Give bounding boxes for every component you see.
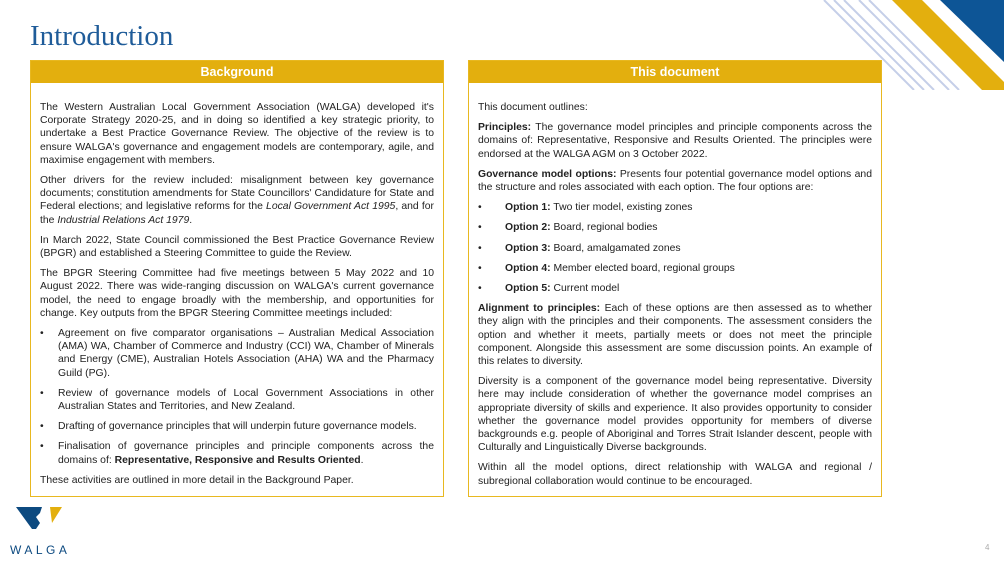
background-header: Background: [31, 61, 443, 83]
walga-logo: [10, 503, 70, 557]
paragraph: The Western Australian Local Government Association (WALGA) developed it's Corporate Strategy 2020-25, and in doing so identified a key strategic priority, to undertake a Best Practice Governance Review. The objective of the review is to ensure WALGA's governance and engagement models are contemporary, agile, and maximise engagement with members.: [40, 102, 434, 166]
paragraph: Other drivers for the review included: misalignment between key governance documents; constitution amendments for State Councillors' Candidature for State and Federal elections; and legislative reforms for the Local Government Act 1995, and for the Industrial Relations Act 1979.: [40, 175, 434, 226]
list-item: • Option 4: Member elected board, regional groups: [478, 262, 872, 275]
paragraph: These activities are outlined in more detail in the Background Paper.: [40, 474, 354, 486]
walga-logo-icon: [10, 503, 70, 533]
options-list: [478, 201, 872, 295]
outputs-list: [40, 327, 434, 467]
list-item: • Option 5: Current model: [478, 282, 872, 295]
page-title: Introduction: [30, 20, 174, 52]
paragraph: This document outlines:: [478, 102, 588, 113]
list-item: • Drafting of governance principles that will underpin future governance models.: [40, 420, 434, 433]
paragraph: Alignment to principles: Each of these options are then assessed as to whether they align with the principles and their components. The assessment considers the option and whether it meets, partially meets or does not meet the principle component. Alongside this assessment are some discussion points. An example of this relates to diversity.: [478, 303, 872, 368]
list-item: • Review of governance models of Local Government Associations in other Australian States and Territories, and New Zealand.: [40, 387, 434, 413]
list-item: • Finalisation of governance principles and principle components across the domains of: Representative, Responsive and Results Oriented.: [40, 440, 434, 466]
background-panel: [30, 60, 444, 497]
paragraph: Diversity is a component of the governance model being representative. Diversity here may include consideration of whether the governance model comprises an appropriate diversity of skills and experience. It also provides opportunity to consider whether the governance model provides opportunity for members of diverse backgrounds e.g. people of Aboriginal and Torres Strait Islander descent, people with Culturally and Linguistically Diverse backgrounds.: [478, 376, 872, 454]
list-item: • Option 3: Board, amalgamated zones: [478, 242, 872, 255]
paragraph: Principles: The governance model principles and principle components across the domains of: Representative, Responsive and Results Oriented. The principles were endorsed at the WALGA AGM on 3 October 2022.: [478, 122, 872, 160]
list-item: • Option 1: Two tier model, existing zones: [478, 201, 872, 214]
list-item: • Agreement on five comparator organisations – Australian Medical Association (AMA) WA, Chamber of Commerce and Industry (CCI) WA, Chamber of Minerals and Energy (CME), Australian Hotels Association (AHA) WA and the Pharmacy Guild (PG).: [40, 327, 434, 380]
list-item: • Option 2: Board, regional bodies: [478, 221, 872, 234]
this-document-header: This document: [469, 61, 881, 83]
paragraph: Within all the model options, direct relationship with WALGA and regional / subregional collaboration would continue to be encouraged.: [478, 462, 872, 487]
paragraph: The BPGR Steering Committee had five meetings between 5 May 2022 and 10 August 2022. There was wide-ranging discussion on WALGA's current governance model, the need to engage broadly with the membership, and opportunities for change. Key outputs from the BPGR Steering Committee meetings included:: [40, 268, 434, 319]
paragraph: Governance model options: Presents four potential governance model options and the structure and roles associated with each option. The four options are:: [478, 168, 872, 194]
logo-text: WALGA: [10, 543, 71, 557]
this-document-panel: [468, 60, 882, 497]
page-number: 4: [985, 543, 990, 552]
paragraph: In March 2022, State Council commissioned the Best Practice Governance Review (BPGR) and established a Steering Committee to guide the Review.: [40, 234, 434, 260]
